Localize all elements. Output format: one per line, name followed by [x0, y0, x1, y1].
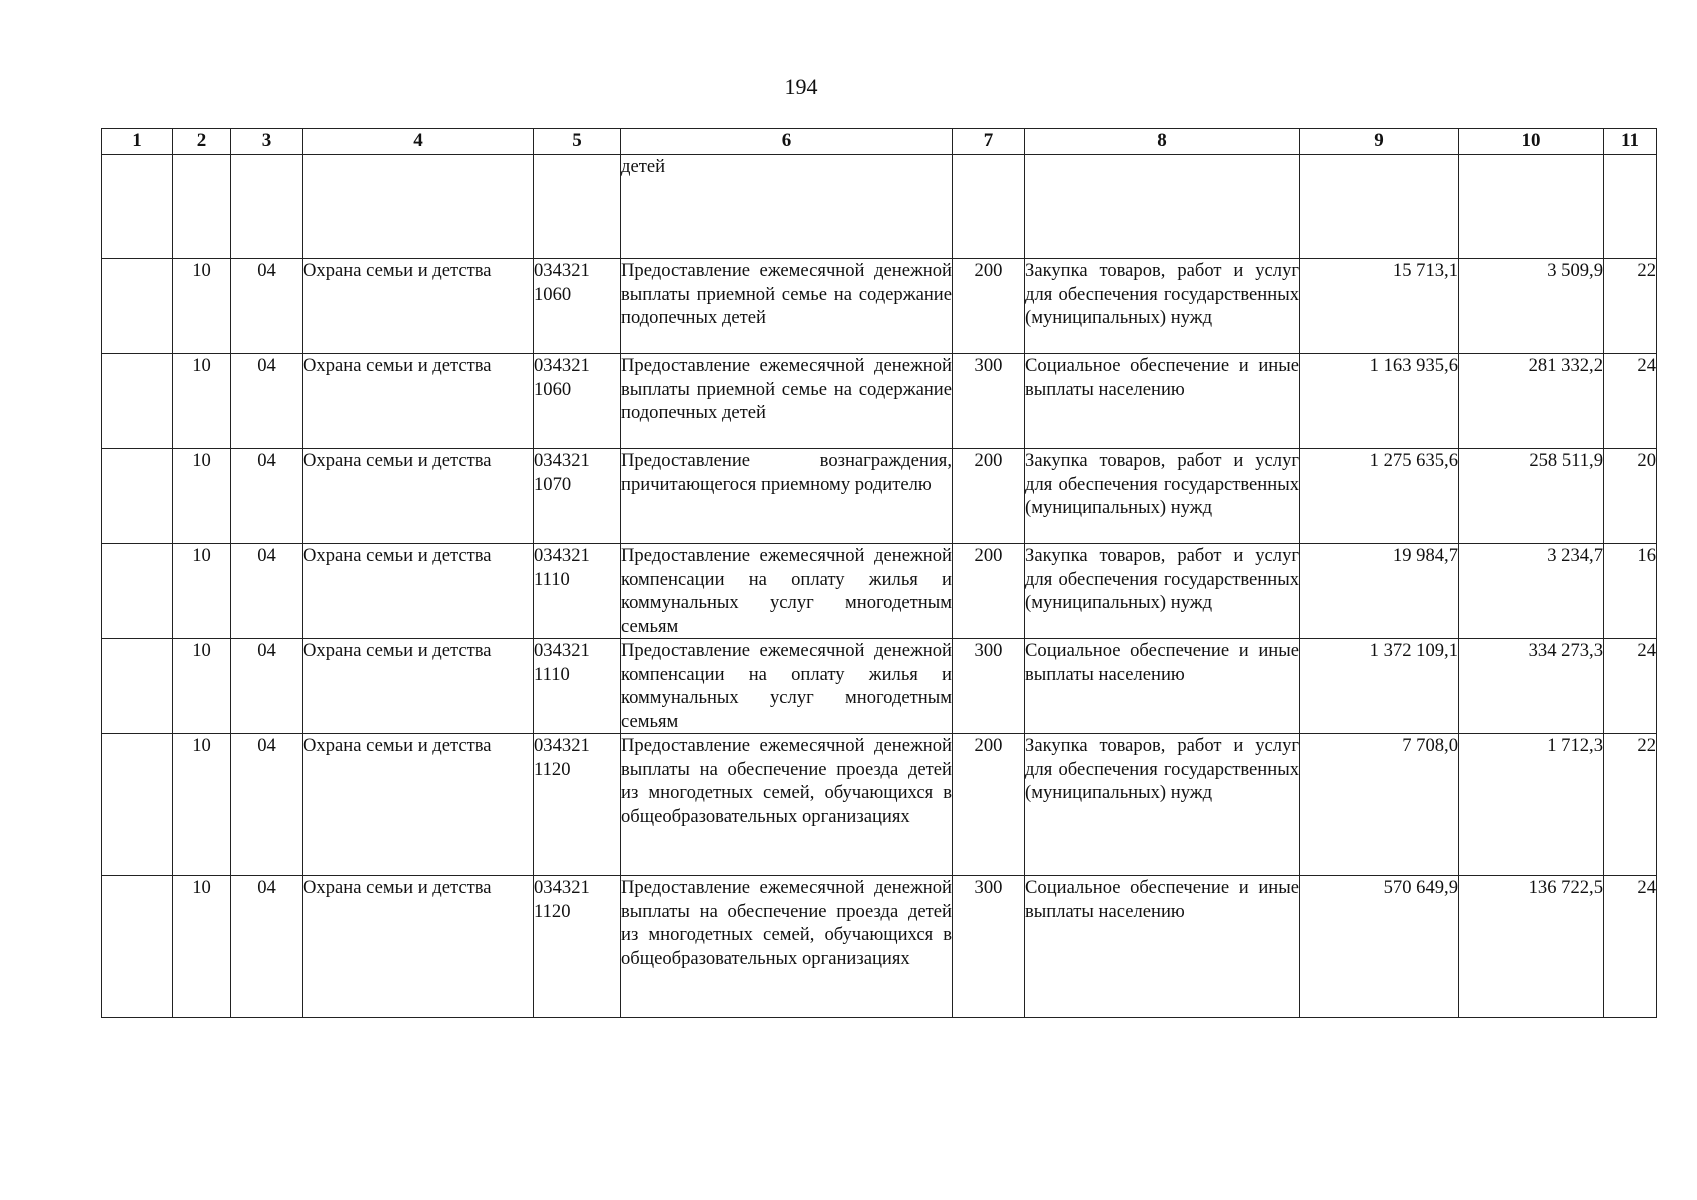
type-code-cell: 200	[953, 544, 1025, 639]
table-row	[102, 734, 1657, 876]
type-code-cell: 200	[953, 259, 1025, 354]
table-row	[102, 259, 1657, 354]
type-name-cell: Закупка товаров, работ и услуг для обеспечения государственных (муниципальных) нужд	[1025, 259, 1300, 354]
description-cell: Предоставление ежемесячной денежной компенсации на оплату жилья и коммунальных услуг многодетным семьям	[621, 640, 952, 732]
subsection-cell: 04	[231, 639, 303, 734]
type-code-cell: 200	[953, 734, 1025, 876]
description-cell: Предоставление ежемесячной денежной выплаты на обеспечение проезда детей из многодетных семей, обучающихся в общеобразовательных организациях	[621, 734, 953, 876]
subsection-cell: 04	[231, 734, 303, 876]
column-header: 1	[102, 129, 173, 155]
name-cell: Охрана семьи и детства	[303, 259, 534, 354]
subsection-cell: 04	[231, 259, 303, 354]
column-header: 11	[1604, 129, 1657, 155]
percent-cell: 24	[1604, 354, 1657, 449]
amount-cell: 1 275 635,6	[1300, 449, 1459, 544]
amount2-cell: 3 234,7	[1459, 544, 1604, 639]
section-cell: 10	[173, 639, 231, 734]
type-name-cell: Социальное обеспечение и иные выплаты населению	[1025, 639, 1300, 734]
section-cell: 10	[173, 734, 231, 876]
code-line: 1070	[534, 473, 572, 495]
column-header: 4	[303, 129, 534, 155]
code-line: 1060	[534, 378, 572, 400]
amount-cell: 1 163 935,6	[1300, 354, 1459, 449]
budget-table	[101, 128, 1657, 1018]
column-header: 5	[534, 129, 621, 155]
continuation-row	[102, 155, 1657, 259]
section-cell: 10	[173, 259, 231, 354]
amount2-cell: 1 712,3	[1459, 734, 1604, 876]
column-header: 3	[231, 129, 303, 155]
description-cell: детей	[621, 155, 953, 259]
type-name-cell: Закупка товаров, работ и услуг для обеспечения государственных (муниципальных) нужд	[1025, 734, 1300, 876]
name-cell: Охрана семьи и детства	[303, 639, 534, 734]
section-cell: 10	[173, 544, 231, 639]
type-name-cell: Закупка товаров, работ и услуг для обеспечения государственных (муниципальных) нужд	[1025, 544, 1300, 639]
type-name-cell: Закупка товаров, работ и услуг для обеспечения государственных (муниципальных) нужд	[1025, 449, 1300, 544]
table-row	[102, 544, 1657, 639]
code-cell	[534, 354, 621, 449]
code-cell	[534, 544, 621, 639]
percent-cell: 22	[1604, 259, 1657, 354]
subsection-cell: 04	[231, 354, 303, 449]
code-line: 034321	[534, 735, 590, 756]
table-row	[102, 449, 1657, 544]
table-row	[102, 639, 1657, 734]
name-cell: Охрана семьи и детства	[303, 734, 534, 876]
column-header: 8	[1025, 129, 1300, 155]
code-line: 034321	[534, 450, 590, 471]
description-cell: Предоставление вознаграждения, причитающегося приемному родителю	[621, 449, 953, 544]
description-cell: Предоставление ежемесячной денежной выплаты на обеспечение проезда детей из многодетных семей, обучающихся в общеобразовательных организациях	[621, 876, 953, 1018]
column-header: 6	[621, 129, 953, 155]
code-line: 034321	[534, 877, 590, 898]
code-line: 034321	[534, 355, 590, 376]
description-cell: Предоставление ежемесячной денежной компенсации на оплату жилья и коммунальных услуг многодетным семьям	[621, 545, 952, 637]
subsection-cell: 04	[231, 876, 303, 1018]
amount-cell: 1 372 109,1	[1300, 639, 1459, 734]
amount2-cell: 258 511,9	[1459, 449, 1604, 544]
page-number: 194	[784, 74, 818, 99]
amount-cell: 15 713,1	[1300, 259, 1459, 354]
amount2-cell: 281 332,2	[1459, 354, 1604, 449]
code-line: 1060	[534, 283, 572, 305]
description-cell: Предоставление ежемесячной денежной выплаты приемной семье на содержание подопечных детей	[621, 354, 953, 449]
percent-cell: 20	[1604, 449, 1657, 544]
name-cell: Охрана семьи и детства	[303, 876, 534, 1018]
code-line: 034321	[534, 640, 590, 661]
header-row	[102, 129, 1657, 155]
code-line: 1120	[534, 900, 571, 922]
column-header: 10	[1459, 129, 1604, 155]
amount-cell: 570 649,9	[1300, 876, 1459, 1018]
name-cell: Охрана семьи и детства	[303, 449, 534, 544]
amount2-cell: 334 273,3	[1459, 639, 1604, 734]
code-cell	[534, 876, 621, 1018]
code-cell	[534, 734, 621, 876]
name-cell: Охрана семьи и детства	[303, 354, 534, 449]
description-cell: Предоставление ежемесячной денежной выплаты приемной семье на содержание подопечных детей	[621, 259, 953, 354]
column-header: 2	[173, 129, 231, 155]
code-line: 034321	[534, 260, 590, 281]
amount2-cell: 3 509,9	[1459, 259, 1604, 354]
amount2-cell: 136 722,5	[1459, 876, 1604, 1018]
type-code-cell: 200	[953, 449, 1025, 544]
type-code-cell: 300	[953, 354, 1025, 449]
code-line: 034321	[534, 545, 590, 566]
code-cell	[534, 639, 621, 734]
type-name-cell: Социальное обеспечение и иные выплаты населению	[1025, 354, 1300, 449]
code-cell	[534, 259, 621, 354]
subsection-cell: 04	[231, 449, 303, 544]
percent-cell: 22	[1604, 734, 1657, 876]
amount-cell: 7 708,0	[1300, 734, 1459, 876]
amount-cell: 19 984,7	[1300, 544, 1459, 639]
percent-cell: 24	[1604, 639, 1657, 734]
section-cell: 10	[173, 876, 231, 1018]
percent-cell: 16	[1604, 544, 1657, 639]
code-line: 1110	[534, 568, 570, 590]
table-row	[102, 354, 1657, 449]
type-code-cell: 300	[953, 639, 1025, 734]
column-header: 7	[953, 129, 1025, 155]
type-name-cell: Социальное обеспечение и иные выплаты населению	[1025, 876, 1300, 1018]
name-cell: Охрана семьи и детства	[303, 544, 534, 639]
subsection-cell: 04	[231, 544, 303, 639]
percent-cell: 24	[1604, 876, 1657, 1018]
code-cell	[534, 449, 621, 544]
code-line: 1110	[534, 663, 570, 685]
code-line: 1120	[534, 758, 571, 780]
column-header: 9	[1300, 129, 1459, 155]
type-code-cell: 300	[953, 876, 1025, 1018]
section-cell: 10	[173, 449, 231, 544]
section-cell: 10	[173, 354, 231, 449]
table-row	[102, 876, 1657, 1018]
